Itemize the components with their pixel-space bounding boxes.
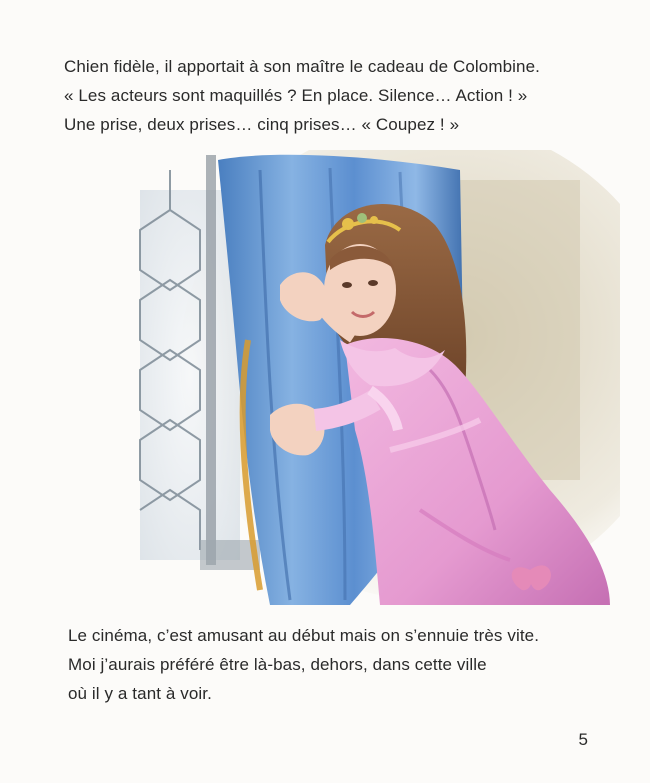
page-number: 5 [578,730,588,749]
story-line: Moi j’aurais préféré être là-bas, dehors, dans cette ville [68,655,487,674]
story-line: « Les acteurs sont maquillés ? En place. Silence… Action ! » [64,86,528,105]
story-line: Une prise, deux prises… cinq prises… « Coupez ! » [64,115,460,134]
illustration [130,150,620,615]
story-line: Chien fidèle, il apportait à son maître le cadeau de Colombine. [64,57,540,76]
story-text-bottom [68,621,539,708]
girl-at-curtain-illustration [130,150,620,615]
story-text-top [64,52,540,139]
story-line: où il y a tant à voir. [68,684,212,703]
story-line: Le cinéma, c’est amusant au début mais on s’ennuie très vite. [68,626,540,645]
